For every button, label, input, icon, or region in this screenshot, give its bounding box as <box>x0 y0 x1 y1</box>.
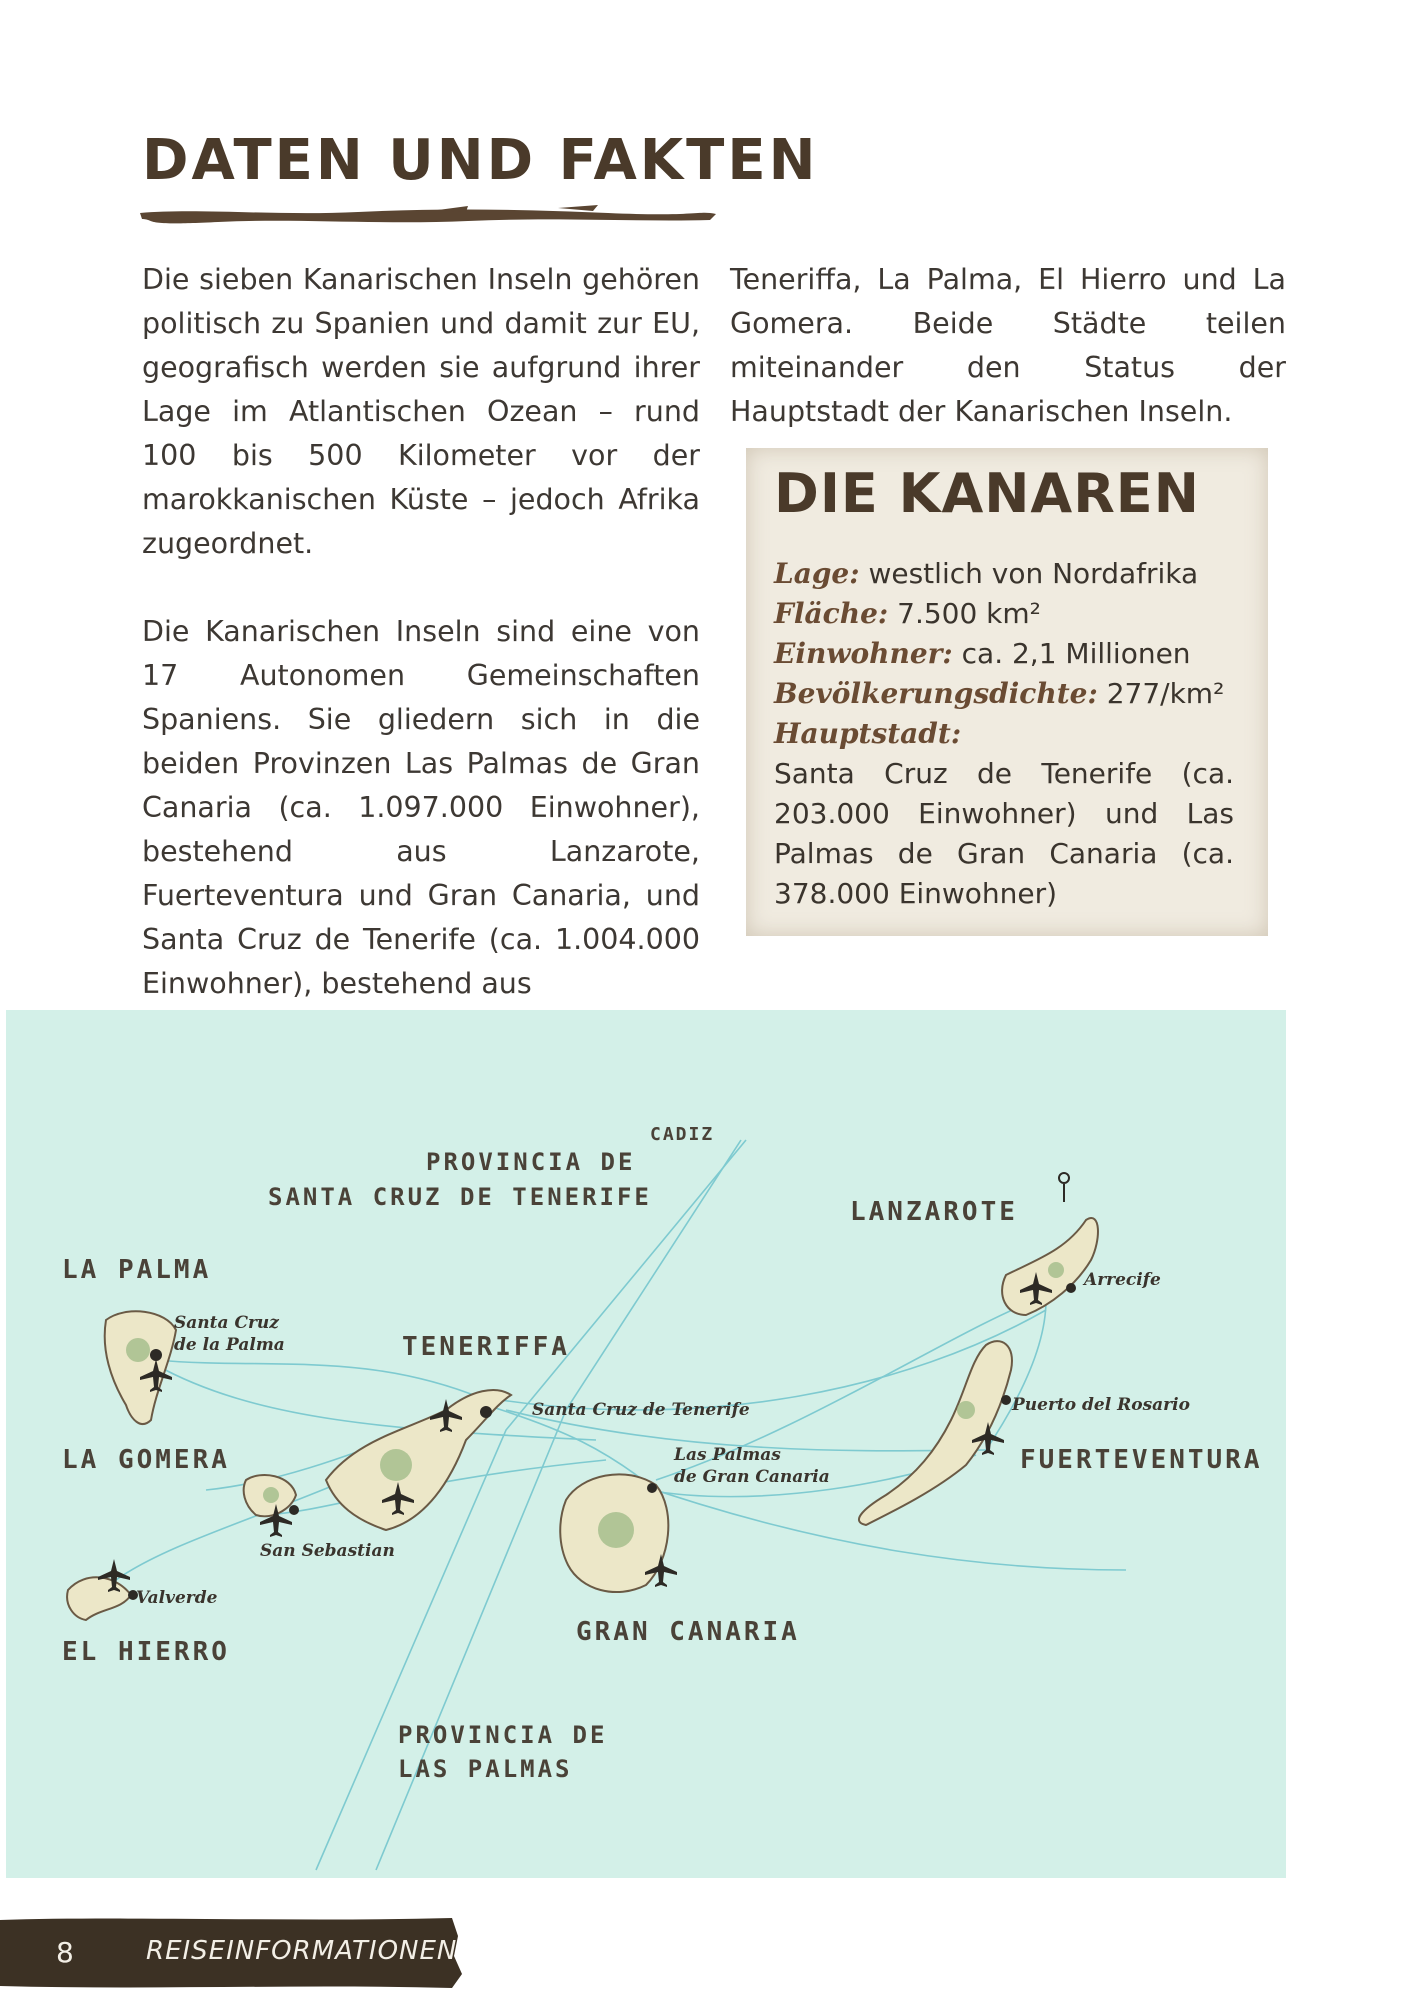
sea-background <box>6 1010 1286 1878</box>
section-title: REISEINFORMATIONEN <box>146 1936 458 1966</box>
fact-value: 277/km² <box>1106 677 1225 710</box>
map-label: FUERTEVENTURA <box>1020 1445 1263 1475</box>
fact-label: Bevölkerungsdichte: <box>774 677 1098 710</box>
map-label: PROVINCIA DE <box>426 1148 636 1176</box>
fact-label: Einwohner: <box>774 637 953 670</box>
fact-box-title: DIE KANAREN <box>774 462 1200 525</box>
city-label: San Sebastian <box>260 1541 395 1561</box>
fact-value: 7.500 km² <box>897 597 1041 630</box>
map-label: CADIZ <box>650 1124 715 1145</box>
map-label: PROVINCIA DE <box>398 1721 608 1749</box>
city-label: Valverde <box>136 1588 218 1608</box>
footer <box>0 1916 462 1990</box>
map-label: TENERIFFA <box>402 1332 570 1362</box>
fact-list <box>774 554 1234 914</box>
fact-label: Hauptstadt: <box>774 717 962 750</box>
canary-islands-map <box>6 1010 1286 1878</box>
map-label: LANZAROTE <box>850 1197 1018 1227</box>
city-label: Santa Cruz de Tenerife <box>532 1400 750 1420</box>
city-label: Santa Cruz <box>174 1313 279 1333</box>
fact-box <box>746 448 1268 936</box>
city-label: Arrecife <box>1084 1270 1161 1290</box>
right-column <box>730 258 1286 478</box>
city-label: Puerto del Rosario <box>1012 1395 1190 1415</box>
map-label: SANTA CRUZ DE TENERIFE <box>268 1183 652 1211</box>
map-label: GRAN CANARIA <box>576 1617 800 1647</box>
capital-paragraph: Teneriffa, La Palma, El Hierro und La Gomera. Beide Städte teilen miteinander den Status der Hauptstadt der Kanarischen Inseln. <box>730 263 1286 428</box>
fact-label: Fläche: <box>774 597 889 630</box>
left-column <box>142 258 700 1050</box>
provinces-paragraph: Die Kanarischen Inseln sind eine von 17 Autonomen Gemeinschaften Spaniens. Sie gliedern sich in die beiden Provinzen Las Palmas de Gran Canaria (ca. 1.097.000 Einwohner), bestehend aus Lanzarote, Fuerteventura und Gran Canaria, und Santa Cruz de Tenerife (ca. 1.004.000 Einwohner), bestehend aus <box>142 615 700 1000</box>
fact-flaeche <box>774 594 1234 634</box>
map-label: EL HIERRO <box>62 1637 230 1667</box>
map-label: LA GOMERA <box>62 1445 230 1475</box>
city-label: Las Palmas <box>674 1445 781 1465</box>
page-number: 8 <box>56 1936 74 1969</box>
fact-dichte <box>774 674 1234 714</box>
fact-value: westlich von Nordafrika <box>868 557 1199 590</box>
fact-lage <box>774 554 1234 594</box>
fact-label: Lage: <box>774 557 860 590</box>
page-title: DATEN UND FAKTEN <box>142 128 819 193</box>
city-label: de la Palma <box>174 1335 285 1355</box>
intro-paragraph: Die sieben Kanarischen Inseln gehören politisch zu Spanien und damit zur EU, geografisch werden sie aufgrund ihrer Lage im Atlantischen Ozean – rund 100 bis 500 Kilometer vor der marokkanischen Küste – jedoch Afrika zugeordnet. <box>142 263 700 560</box>
fact-einwohner <box>774 634 1234 674</box>
fact-hauptstadt <box>774 714 1234 754</box>
map-label: LAS PALMAS <box>398 1755 573 1783</box>
city-label: de Gran Canaria <box>674 1467 830 1487</box>
map-label: LA PALMA <box>62 1255 212 1285</box>
fact-value: Santa Cruz de Tenerife (ca. 203.000 Einwohner) und Las Palmas de Gran Canaria (ca. 378.000 Einwohner) <box>774 757 1234 910</box>
fact-value: ca. 2,1 Millionen <box>961 637 1191 670</box>
title-brush-underline <box>138 204 718 226</box>
